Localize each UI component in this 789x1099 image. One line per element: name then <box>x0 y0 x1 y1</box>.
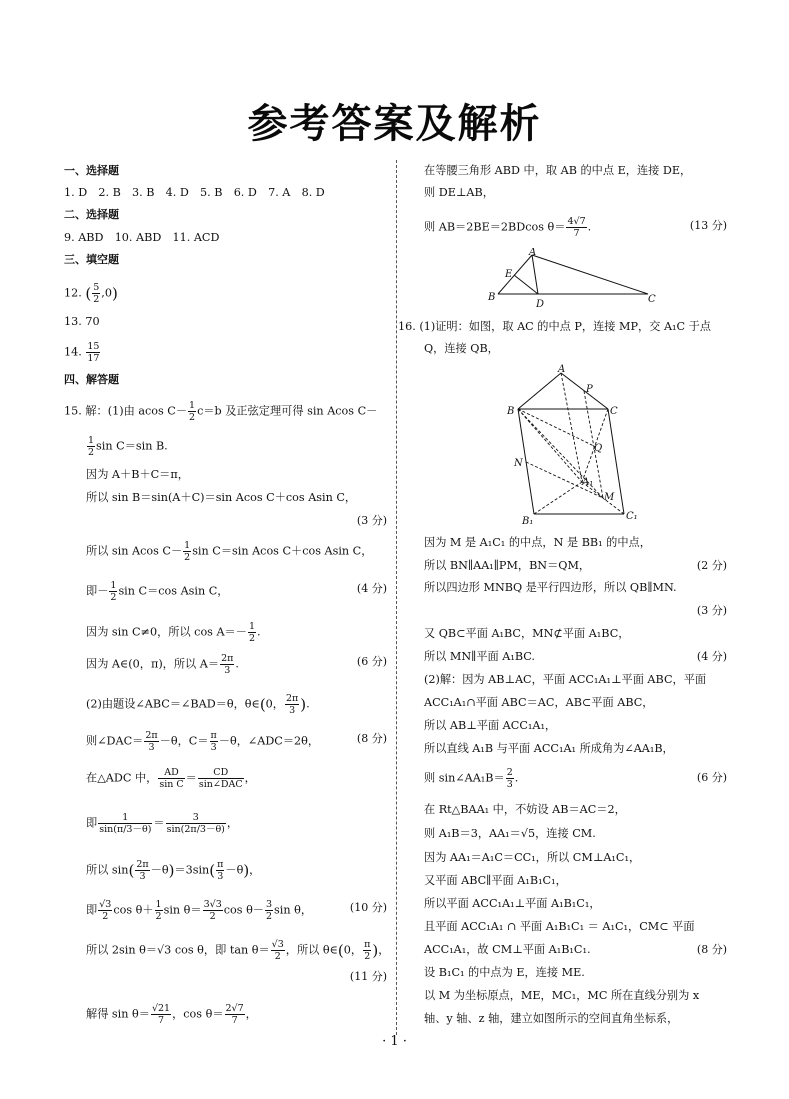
fig1-label-e: E <box>505 269 513 280</box>
right-line-6: 因为 M 是 A₁C₁ 的中点，N 是 BB₁ 的中点， <box>424 536 651 549</box>
solution-15-line-4: 所以 sin B＝sin(A＋C)＝sin Acos C＋cos Asin C， <box>86 491 357 504</box>
right-line-8: 所以四边形 MNBQ 是平行四边形，所以 QB∥MN. <box>424 581 677 594</box>
fig2-label-b: B <box>507 406 515 417</box>
score-8b: (8 分) <box>696 943 727 956</box>
right-line-9: 又 QB⊂平面 A₁BC，MN⊄平面 A₁BC， <box>424 627 630 640</box>
solution-15-line-8: 因为 A∈(0，π)，所以 A＝ $\frac{2\pi}{3}$ . <box>86 653 239 676</box>
right-line-10: 所以 MN∥平面 A₁BC. <box>424 650 535 663</box>
right-line-5: Q，连接 QB， <box>424 342 499 355</box>
answers-single-choice: 1. D 2. B 3. B 4. D 5. B 6. D 7. A 8. D <box>64 186 325 199</box>
fig2-label-c1: C₁ <box>626 511 638 522</box>
right-line-18: 因为 AA₁＝A₁C＝CC₁，所以 CM⊥A₁C₁， <box>424 851 641 864</box>
score-11: (11 分) <box>349 970 387 983</box>
score-6: (6 分) <box>356 655 387 668</box>
right-line-4: 16. (1)证明：如图，取 AC 的中点 P，连接 MP，交 A₁C 于点 <box>398 320 711 333</box>
fig2-label-c: C <box>610 406 618 417</box>
right-line-21: 且平面 ACC₁A₁ ∩ 平面 A₁B₁C₁ ＝ A₁C₁，CM⊂ 平面 <box>424 920 695 933</box>
right-line-3: 则 AB＝2BE＝2BDcos θ＝ $\frac{4√7}{7}$ . <box>424 216 592 239</box>
right-line-25: 轴、y 轴、z 轴，建立如图所示的空间直角坐标系， <box>424 1012 679 1025</box>
answer-12: 12. ( $\frac{5}{2}$ ,0) <box>64 282 118 305</box>
right-line-12: ACC₁A₁∩平面 ABC＝AC，AB⊂平面 ABC， <box>424 696 654 709</box>
column-divider <box>396 160 397 1035</box>
prism-figure <box>504 362 644 528</box>
fig1-label-d: D <box>536 299 545 310</box>
right-line-1: 在等腰三角形 ABD 中，取 AB 的中点 E，连接 DE， <box>424 164 692 177</box>
score-4b: (4 分) <box>696 650 727 663</box>
score-3b: (3 分) <box>696 604 727 617</box>
right-line-24: 以 M 为坐标原点，ME，MC₁，MC 所在直线分别为 x <box>424 989 700 1002</box>
score-13: (13 分) <box>689 219 727 232</box>
solution-15-line-10: 则∠DAC＝ $\frac{2\pi}{3}$ －θ，C＝ $\frac{\pi}{3}$ －θ，∠ADC＝2θ， <box>86 730 320 753</box>
solution-15-line-1: 15. 解：(1)由 acos C－ $\frac{1}{2}$ c＝b 及正弦定理可得 sin Acos C－ <box>64 400 378 423</box>
right-line-15: 则 sin∠AA₁B＝ $\frac{2}{3}$ . <box>424 767 519 790</box>
solution-15-line-7: 因为 sin C≠0，所以 cos A＝－ $\frac{1}{2}$ . <box>86 621 261 644</box>
answer-14: 14. $\frac{15}{17}$ <box>64 341 100 364</box>
fig2-label-q: Q <box>594 443 603 454</box>
triangle-figure <box>486 248 662 310</box>
right-line-17: 则 A₁B＝3，AA₁＝√5，连接 CM. <box>424 827 596 840</box>
right-line-7: 所以 BN∥AA₁∥PM，BN＝QM， <box>424 559 591 572</box>
section-heading-choice: 一、选择题 <box>64 164 119 177</box>
fig1-label-c: C <box>648 294 656 305</box>
solution-15-line-14: 即 $\frac{√3}{2}$ cos θ＋ $\frac{1}{2}$ sin θ＝ $\frac{3√3}{2}$ cos θ－ $\frac{3}{2}$ sin θ， <box>86 899 313 922</box>
solution-15-line-13: 所以 sin( $\frac{2\pi}{3}$ －θ)＝3sin( $\frac{\pi}{3}$ －θ)， <box>86 859 261 882</box>
fig2-label-a: A <box>558 364 566 375</box>
score-6b: (6 分) <box>696 771 727 784</box>
fig2-label-a1: A₁ <box>582 477 594 488</box>
right-line-2: 则 DE⊥AB， <box>424 186 494 199</box>
answers-multi-choice: 9. ABD 10. ABD 11. ACD <box>64 231 220 244</box>
solution-15-line-5: 所以 sin Acos C－ $\frac{1}{2}$ sin C＝sin Acos C＋cos Asin C， <box>86 540 373 563</box>
section-heading-multi-choice: 二、选择题 <box>64 208 119 221</box>
section-heading-solutions: 四、解答题 <box>64 373 119 386</box>
score-3: (3 分) <box>356 514 387 527</box>
fig1-label-b: B <box>488 292 496 303</box>
score-4: (4 分) <box>356 582 387 595</box>
section-heading-fill: 三、填空题 <box>64 253 119 266</box>
right-line-13: 所以 AB⊥平面 ACC₁A₁， <box>424 719 557 732</box>
right-line-16: 在 Rt△BAA₁ 中，不妨设 AB＝AC＝2， <box>424 803 626 816</box>
fig1-label-a: A <box>529 248 537 258</box>
fig2-label-m: M <box>604 492 615 503</box>
answer-13: 13. 70 <box>64 315 100 328</box>
right-line-23: 设 B₁C₁ 的中点为 E，连接 ME. <box>424 966 585 979</box>
fig2-label-n: N <box>514 458 523 469</box>
score-2: (2 分) <box>696 559 727 572</box>
solution-15-line-11: 在△ADC 中， $\frac{AD}{\text{sin C}}$ ＝ $\frac{CD}{\text{sin∠DAC}}$ ， <box>86 767 256 790</box>
solution-15-line-16: 解得 sin θ＝ $\frac{√21}{7}$ ，cos θ＝ $\frac{2√7}{7}$ ， <box>86 1003 257 1026</box>
page-number: · 1 · <box>382 1034 407 1049</box>
fig2-label-p: P <box>586 384 593 395</box>
solution-15-line-12: 即 $\frac{1}{\sin(\pi/3-\theta)}$ ＝ $\frac{3}{\sin(2\pi/3-\theta)}$ ， <box>86 812 239 835</box>
right-line-14: 所以直线 A₁B 与平面 ACC₁A₁ 所成角为∠AA₁B， <box>424 742 674 755</box>
right-line-11: (2)解：因为 AB⊥AC，平面 ACC₁A₁⊥平面 ABC，平面 <box>424 673 707 686</box>
right-line-22: ACC₁A₁，故 CM⊥平面 A₁B₁C₁. <box>424 943 591 956</box>
solution-15-line-3: 因为 A＋B＋C＝π， <box>86 468 189 481</box>
solution-15-line-2: $\frac{1}{2}$ sin C＝sin B. <box>88 435 168 458</box>
score-10: (10 分) <box>349 901 387 914</box>
solution-15-line-6: 即－ $\frac{1}{2}$ sin C＝cos Asin C， <box>86 580 229 603</box>
solution-15-line-9: (2)由题设∠ABC＝∠BAD＝θ，θ∈(0， $\frac{2\pi}{3}$ ). <box>86 693 310 716</box>
right-line-19: 又平面 ABC∥平面 A₁B₁C₁， <box>424 874 567 887</box>
page-title: 参考答案及解析 <box>247 101 542 147</box>
right-line-20: 所以平面 ACC₁A₁⊥平面 A₁B₁C₁， <box>424 897 601 910</box>
solution-15-line-15: 所以 2sin θ＝√3 cos θ，即 tan θ＝ $\frac{√3}{2}$ ，所以 θ∈(0， $\frac{\pi}{2}$ )， <box>86 939 390 962</box>
score-8: (8 分) <box>356 732 387 745</box>
fig2-label-b1: B₁ <box>522 516 534 527</box>
